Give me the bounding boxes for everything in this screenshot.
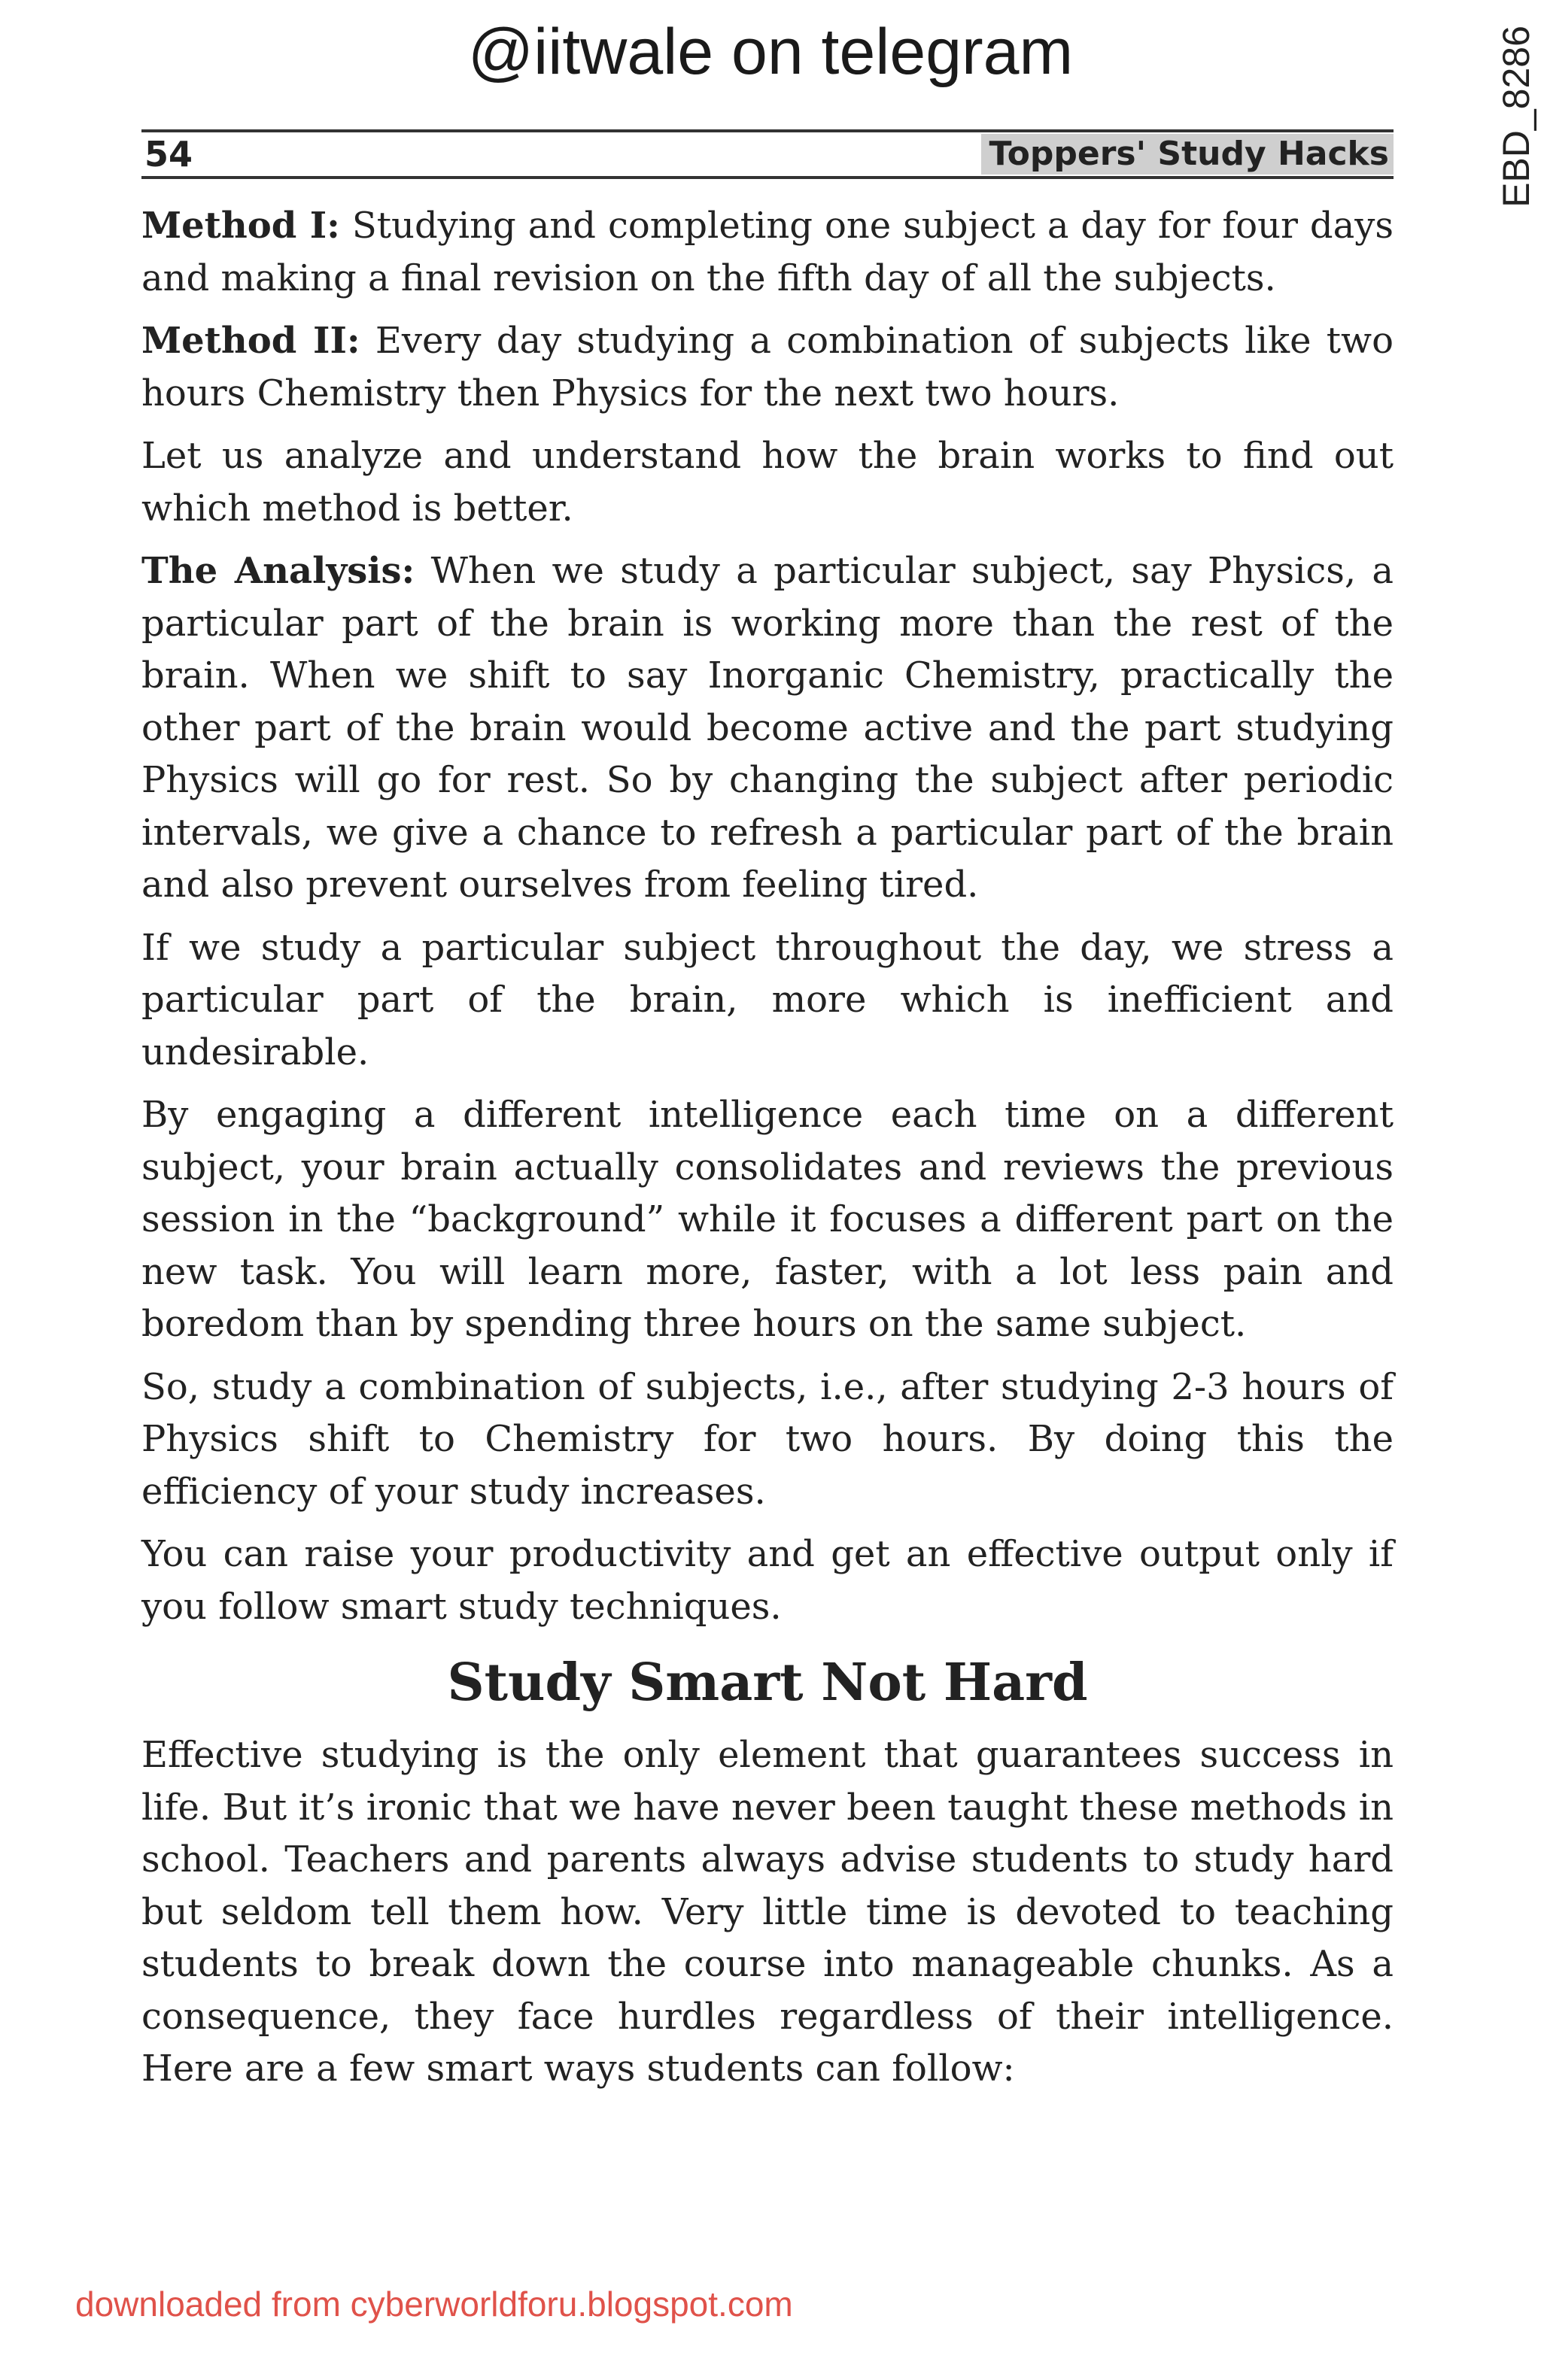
paragraph-text: By engaging a different intelligence each time on a different subject, your brain actually consolidates and reviews the previous session in the “background” while it focuses a different part on the new task. You will learn more, faster, with a lot less pain and boredom than by spending three hours on the same subject. (141, 1094, 1394, 1345)
page-body (141, 200, 1394, 2106)
side-code-text: EBD_8286 (1495, 26, 1537, 208)
paragraph-text: Every day studying a combination of subjects like two hours Chemistry then Physics for the next two hours. (141, 320, 1394, 414)
paragraph-analysis (141, 545, 1394, 912)
paragraph-method-1 (141, 200, 1394, 305)
section-heading: Study Smart Not Hard (447, 1653, 1088, 1713)
paragraph-lead: Method II: (141, 320, 360, 362)
paragraph-text: You can raise your productivity and get an effective output only if you follow smart study techniques. (141, 1533, 1394, 1628)
paragraph-text: When we study a particular subject, say Physics, a particular part of the brain is working more than the rest of the brain. When we shift to say Inorganic Chemistry, practically the other part of the brain would become active and the part studying Physics will go for rest. So by changing the subject after periodic intervals, we give a chance to refresh a particular part of the brain and also prevent ourselves from feeling tired. (141, 550, 1394, 906)
paragraph-text: Studying and completing one subject a day for four days and making a final revision on the fifth day of all the subjects. (141, 205, 1394, 299)
paragraph-text: Effective studying is the only element that guarantees success in life. But it’s ironic that we have never been taught these methods in school. Teachers and parents always advise students to study hard but seldom tell them how. Very little time is devoted to teaching students to break down the course into manageable chunks. As a consequence, they face hurdles regardless of their intelligence. Here are a few smart ways students can follow: (141, 1734, 1394, 2090)
download-watermark: downloaded from cyberworldforu.blogspot.com (75, 2284, 793, 2324)
paragraph-productivity (141, 1528, 1394, 1633)
paragraph-method-2 (141, 315, 1394, 420)
paragraph-text: So, study a combination of subjects, i.e., after studying 2-3 hours of Physics shift to Chemistry for two hours. By doing this the efficiency of your study increases. (141, 1365, 1394, 1513)
paragraph-analyze (141, 430, 1394, 535)
paragraph-text: Let us analyze and understand how the brain works to find out which method is better. (141, 435, 1394, 530)
paragraph-effective-studying (141, 1729, 1394, 2096)
paragraph-lead: The Analysis: (141, 550, 415, 592)
paragraph-stress (141, 922, 1394, 1079)
paragraph-lead: Method I: (141, 205, 340, 247)
running-header (141, 129, 1394, 179)
paragraph-combination (141, 1362, 1394, 1519)
page-number: 54 (144, 134, 193, 175)
paragraph-text: If we study a particular subject throughout the day, we stress a particular part of the brain, more which is inefficient and undesirable. (141, 926, 1394, 1073)
side-code-label (1490, 15, 1541, 218)
telegram-watermark: @iitwale on telegram (467, 16, 1074, 88)
book-title: Toppers' Study Hacks (981, 134, 1394, 175)
paragraph-engaging (141, 1089, 1394, 1351)
